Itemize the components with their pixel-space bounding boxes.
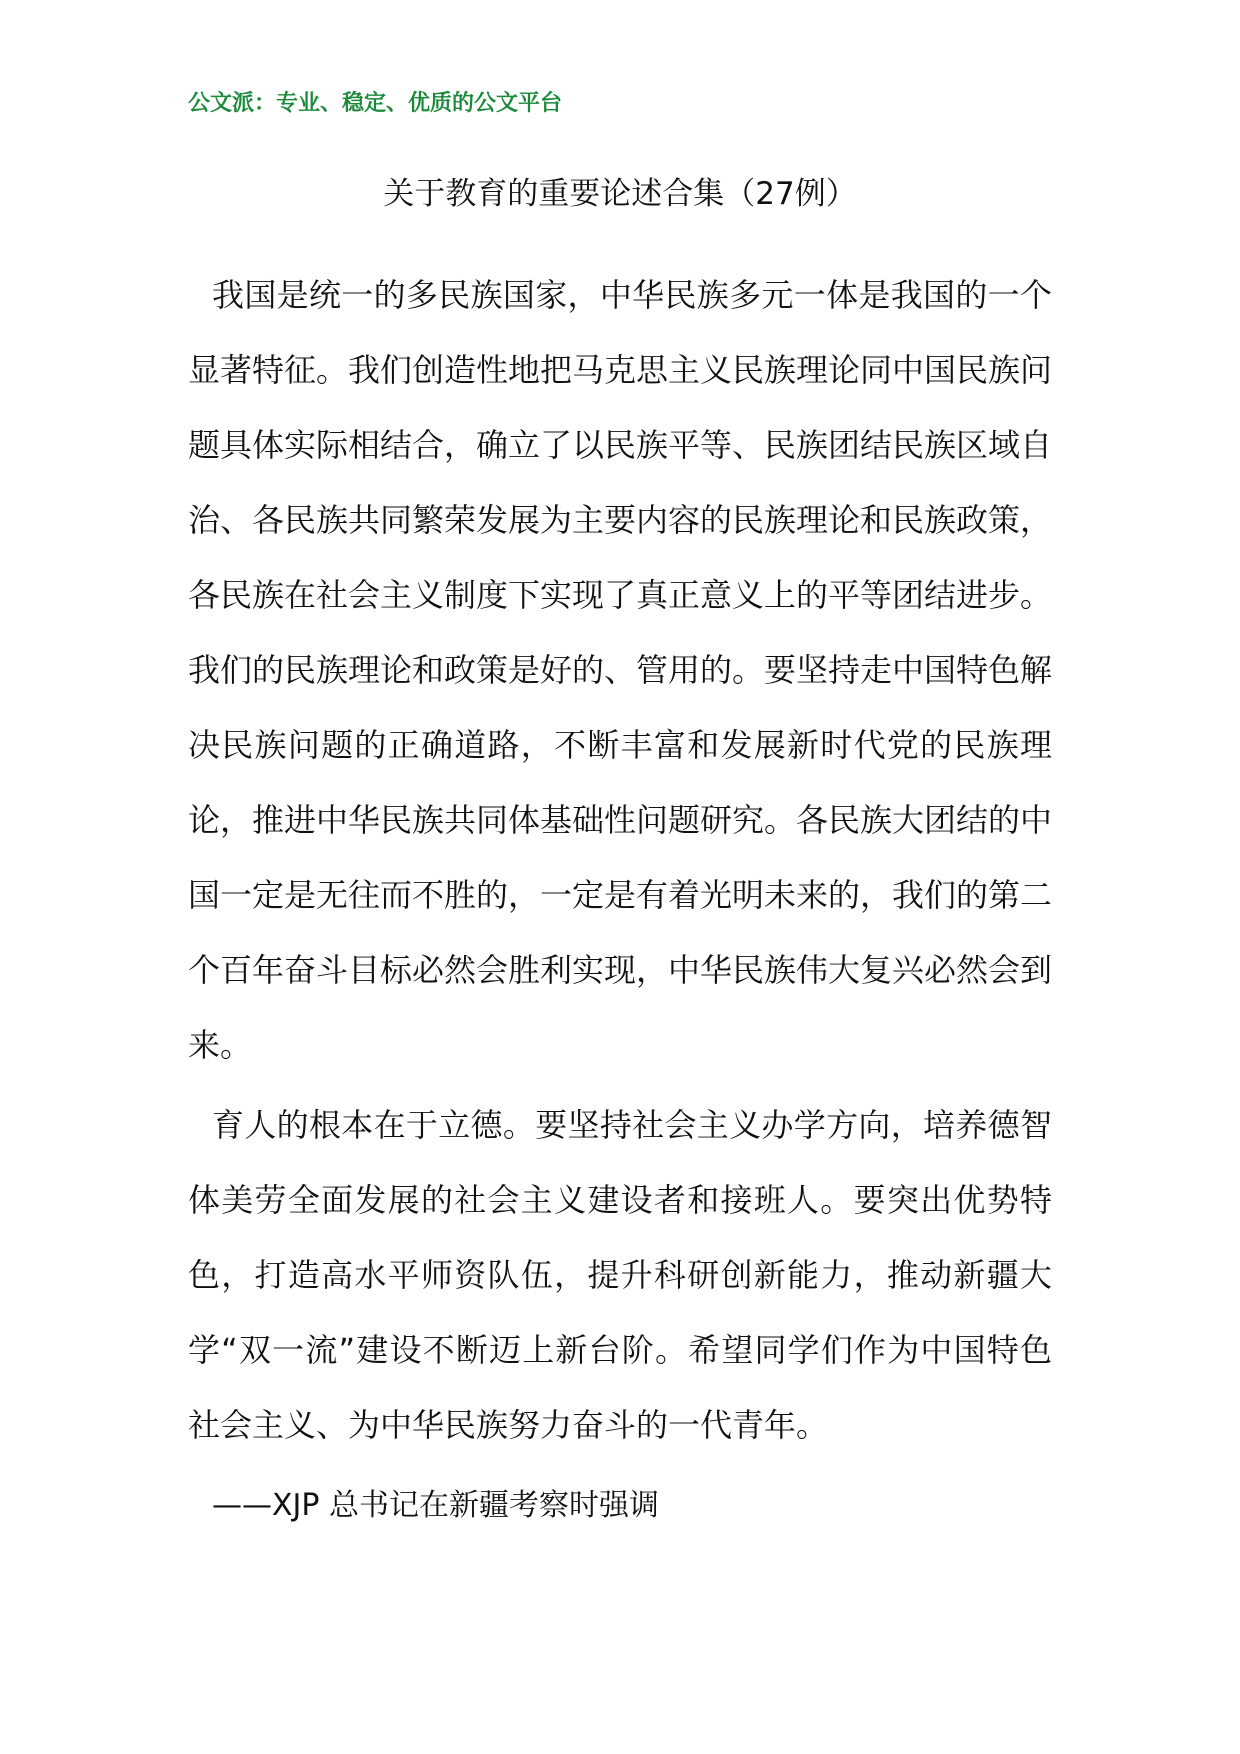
paragraph-ethnic-unity: 我国是统一的多民族国家，中华民族多元一体是我国的一个显著特征。我们创造性地把马克思主义民族理论同中国民族问题具体实际相结合，确立了以民族平等、民族团结民族区域自治、各民族共同繁荣发展为主要内容的民族理论和民族政策，各民族在社会主义制度下实现了真正意义上的平等团结进步。我们的民族理论和政策是好的、管用的。要坚持走中国特色解决民族问题的正确道路，不断丰富和发展新时代党的民族理论，推进中华民族共同体基础性问题研究。各民族大团结的中国一定是无往而不胜的，一定是有着光明未来的，我们的第二个百年奋斗目标必然会胜利实现，中华民族伟大复兴必然会到来。 (188, 276, 1053, 1064)
paragraph-moral-education: 育人的根本在于立德。要坚持社会主义办学方向，培养德智体美劳全面发展的社会主义建设者和接班人。要突出优势特色，打造高水平师资队伍，提升科研创新能力，推动新疆大学“双一流”建设不断迈上新台阶。希望同学们作为中国特色社会主义、为中华民族努力奋斗的一代青年。 (188, 1106, 1052, 1444)
attribution-line: ——XJP 总书记在新疆考察时强调 (212, 1488, 660, 1523)
document-body (188, 258, 1052, 1543)
platform-slogan: 公文派：专业、稳定、优质的公文平台 (188, 91, 563, 116)
document-title: 关于教育的重要论述合集（27例） (383, 176, 857, 212)
